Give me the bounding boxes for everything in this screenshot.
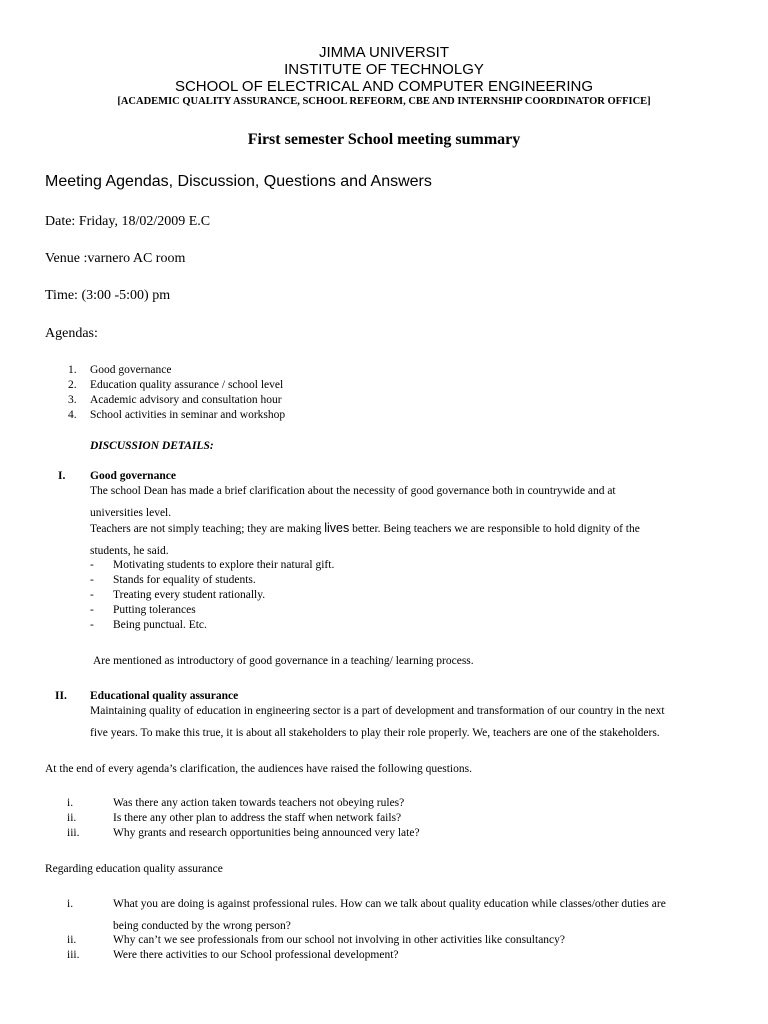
question-item: Were there activities to our School professional development? [113, 949, 399, 961]
paragraph-line: The school Dean has made a brief clarification about the necessity of good governance both in countrywide and at [90, 485, 616, 497]
emphasized-word: lives [324, 521, 350, 535]
page-title: First semester School meeting summary [247, 131, 521, 148]
section-number: II. [55, 690, 67, 702]
institute-name: INSTITUTE OF TECHNOLGY [284, 61, 484, 78]
list-item-number: 3. [68, 394, 77, 406]
school-name: SCHOOL OF ELECTRICAL AND COMPUTER ENGINEERING [174, 78, 594, 95]
bullet-dash: - [90, 604, 94, 616]
question-item-continued: being conducted by the wrong person? [113, 920, 291, 932]
bullet-item: Treating every student rationally. [113, 589, 266, 601]
university-name: JIMMA UNIVERSIT [318, 44, 449, 61]
agenda-item: Education quality assurance / school level [90, 379, 284, 391]
paragraph-line: Maintaining quality of education in engineering sector is a part of development and transformation of our country in the next [90, 705, 665, 717]
closing-line: Are mentioned as introductory of good governance in a teaching/ learning process. [93, 655, 474, 667]
bullet-item: Being punctual. Etc. [113, 619, 207, 631]
agenda-item: Good governance [90, 364, 172, 376]
meeting-venue: Venue :varnero AC room [45, 251, 186, 266]
list-item-number: iii. [67, 949, 80, 961]
bullet-dash: - [90, 574, 94, 586]
bullet-item: Motivating students to explore their natural gift. [113, 559, 335, 571]
text-run: Teachers are not simply teaching; they are making [90, 523, 325, 535]
bullet-dash: - [90, 559, 94, 571]
list-item-number: 2. [68, 379, 77, 391]
meeting-time: Time: (3:00 -5:00) pm [45, 288, 171, 303]
bullet-item: Putting tolerances [113, 604, 196, 616]
bullet-dash: - [90, 589, 94, 601]
office-name: [ACADEMIC QUALITY ASSURANCE, SCHOOL REFEORM, CBE AND INTERNSHIP COORDINATOR OFFICE] [117, 96, 651, 107]
paragraph-line: five years. To make this true, it is about all stakeholders to play their role properly. We, teachers are one of the stakeholders. [90, 727, 660, 739]
bullet-item: Stands for equality of students. [113, 574, 256, 586]
agenda-item: School activities in seminar and workshop [90, 409, 286, 421]
text-run: better. Being teachers we are responsible to hold dignity of the [349, 523, 640, 535]
section-subtitle: Meeting Agendas, Discussion, Questions and Answers [45, 173, 432, 190]
agenda-item: Academic advisory and consultation hour [90, 394, 282, 406]
list-item-number: iii. [67, 827, 80, 839]
agendas-label: Agendas: [45, 326, 98, 341]
paragraph-line [90, 521, 640, 535]
regarding-label: Regarding education quality assurance [45, 863, 223, 875]
section-title: Good governance [90, 470, 176, 482]
list-item-number: ii. [67, 812, 77, 824]
question-item: Why can’t we see professionals from our school not involving in other activities like consultancy? [113, 934, 566, 946]
question-item: Was there any action taken towards teachers not obeying rules? [113, 797, 405, 809]
list-item-number: 4. [68, 409, 77, 421]
list-item-number: i. [67, 797, 74, 809]
question-item: What you are doing is against professional rules. How can we talk about quality education while classes/other duties are [113, 898, 666, 910]
list-item-number: i. [67, 898, 74, 910]
list-item-number: 1. [68, 364, 77, 376]
discussion-heading: DISCUSSION DETAILS: [90, 440, 214, 452]
meeting-date: Date: Friday, 18/02/2009 E.C [45, 214, 211, 229]
section-number: I. [58, 470, 66, 482]
bullet-dash: - [90, 619, 94, 631]
questions-intro: At the end of every agenda’s clarification, the audiences have raised the following questions. [45, 763, 472, 775]
list-item-number: ii. [67, 934, 77, 946]
section-title: Educational quality assurance [90, 690, 239, 702]
paragraph-line: universities level. [90, 507, 172, 519]
question-item: Is there any other plan to address the staff when network fails? [113, 812, 402, 824]
question-item: Why grants and research opportunities being announced very late? [113, 827, 420, 839]
paragraph-line: students, he said. [90, 545, 169, 557]
